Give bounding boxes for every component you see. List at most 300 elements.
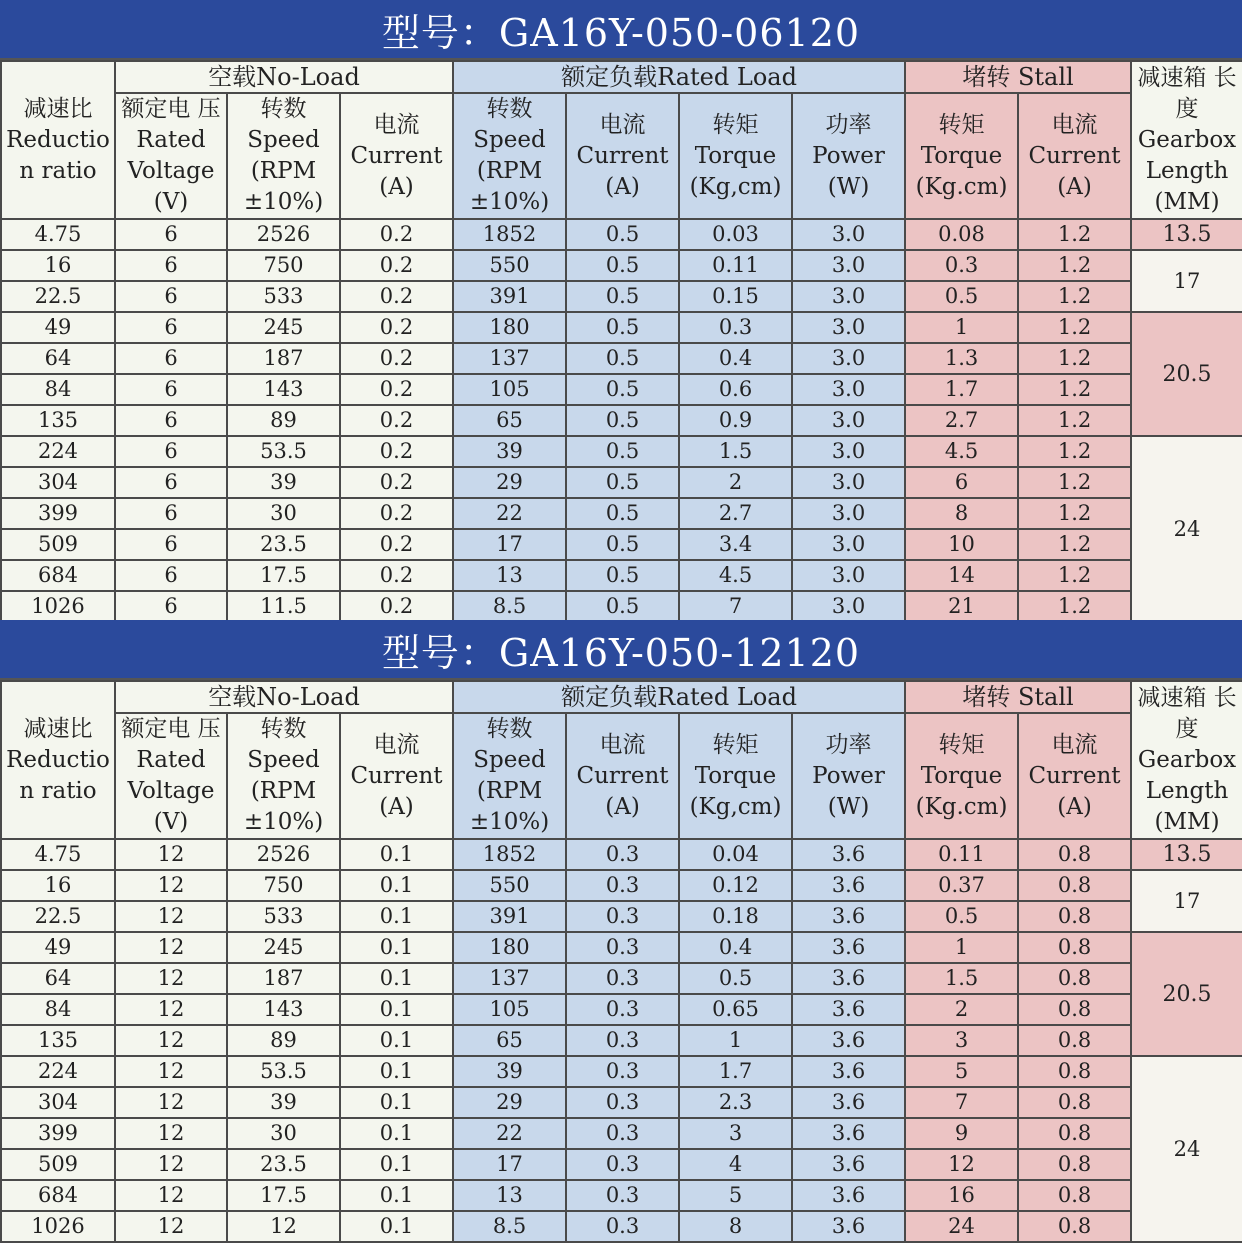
cell-rated-current: 0.5 [566, 374, 679, 405]
cell-gearbox-length: 24 [1131, 436, 1242, 622]
cell-rated-speed: 8.5 [453, 591, 566, 622]
cell-noload-current: 0.2 [340, 219, 453, 250]
cell-rated-power: 3.0 [792, 281, 905, 312]
model-title: 型号：GA16Y-050-06120 [0, 0, 1242, 60]
cell-noload-current: 0.1 [340, 1180, 453, 1211]
cell-voltage: 12 [115, 963, 227, 994]
cell-voltage: 6 [115, 281, 227, 312]
cell-ratio: 16 [1, 870, 115, 901]
cell-stall-current: 0.8 [1018, 1025, 1131, 1056]
cell-voltage: 12 [115, 1118, 227, 1149]
cell-stall-current: 0.8 [1018, 994, 1131, 1025]
cell-rated-speed: 105 [453, 374, 566, 405]
cell-noload-current: 0.2 [340, 498, 453, 529]
cell-stall-current: 1.2 [1018, 405, 1131, 436]
cell-stall-current: 0.8 [1018, 1149, 1131, 1180]
cell-rated-power: 3.0 [792, 498, 905, 529]
cell-rated-current: 0.5 [566, 529, 679, 560]
header-ratio: 减速比 Reductio n ratio [1, 61, 115, 219]
column-header-row [1, 93, 1242, 219]
cell-noload-current: 0.1 [340, 870, 453, 901]
table-row [1, 1211, 1242, 1242]
cell-voltage: 6 [115, 529, 227, 560]
cell-noload-current: 0.1 [340, 1025, 453, 1056]
header-voltage: 额定电 压Rated Voltage (V) [115, 93, 227, 219]
cell-rated-current: 0.3 [566, 1149, 679, 1180]
cell-rated-torque: 2 [679, 467, 792, 498]
cell-rated-speed: 391 [453, 901, 566, 932]
cell-rated-power: 3.0 [792, 374, 905, 405]
cell-noload-speed: 187 [227, 963, 340, 994]
group-no-load: 空载No-Load [115, 61, 453, 93]
cell-stall-current: 1.2 [1018, 312, 1131, 343]
cell-stall-torque: 1 [905, 932, 1018, 963]
model-title: 型号：GA16Y-050-12120 [0, 620, 1242, 680]
cell-rated-speed: 22 [453, 498, 566, 529]
table-row [1, 1087, 1242, 1118]
cell-stall-torque: 1.3 [905, 343, 1018, 374]
cell-rated-torque: 4.5 [679, 560, 792, 591]
cell-rated-power: 3.6 [792, 839, 905, 870]
cell-noload-current: 0.1 [340, 932, 453, 963]
cell-rated-speed: 137 [453, 963, 566, 994]
cell-rated-torque: 1.5 [679, 436, 792, 467]
spec-table [0, 680, 1242, 1243]
spec-table-block [0, 0, 1242, 620]
cell-ratio: 509 [1, 1149, 115, 1180]
cell-rated-speed: 13 [453, 560, 566, 591]
spec-table [0, 60, 1242, 623]
cell-noload-speed: 30 [227, 498, 340, 529]
cell-noload-speed: 143 [227, 374, 340, 405]
cell-stall-torque: 12 [905, 1149, 1018, 1180]
cell-noload-current: 0.2 [340, 591, 453, 622]
group-stall: 堵转 Stall [905, 61, 1131, 93]
cell-voltage: 6 [115, 250, 227, 281]
cell-stall-torque: 24 [905, 1211, 1018, 1242]
cell-voltage: 12 [115, 932, 227, 963]
cell-gearbox-length: 17 [1131, 250, 1242, 312]
cell-rated-speed: 17 [453, 1149, 566, 1180]
cell-rated-current: 0.5 [566, 250, 679, 281]
cell-noload-speed: 2526 [227, 219, 340, 250]
group-no-load: 空载No-Load [115, 681, 453, 713]
cell-rated-torque: 8 [679, 1211, 792, 1242]
cell-noload-speed: 39 [227, 467, 340, 498]
cell-ratio: 1026 [1, 1211, 115, 1242]
cell-rated-speed: 13 [453, 1180, 566, 1211]
cell-ratio: 64 [1, 343, 115, 374]
cell-voltage: 6 [115, 312, 227, 343]
cell-rated-current: 0.3 [566, 932, 679, 963]
cell-stall-torque: 0.08 [905, 219, 1018, 250]
cell-ratio: 224 [1, 1056, 115, 1087]
cell-rated-current: 0.3 [566, 963, 679, 994]
cell-stall-torque: 21 [905, 591, 1018, 622]
cell-voltage: 12 [115, 1211, 227, 1242]
cell-ratio: 22.5 [1, 281, 115, 312]
cell-noload-current: 0.2 [340, 281, 453, 312]
group-header-row [1, 61, 1242, 93]
cell-rated-current: 0.3 [566, 994, 679, 1025]
cell-ratio: 399 [1, 1118, 115, 1149]
cell-voltage: 6 [115, 498, 227, 529]
cell-stall-torque: 10 [905, 529, 1018, 560]
table-row [1, 1180, 1242, 1211]
cell-ratio: 4.75 [1, 219, 115, 250]
cell-noload-speed: 89 [227, 1025, 340, 1056]
cell-rated-torque: 0.04 [679, 839, 792, 870]
cell-voltage: 12 [115, 1056, 227, 1087]
header-noload-speed: 转数 Speed (RPM ±10%) [227, 713, 340, 839]
cell-stall-torque: 5 [905, 1056, 1018, 1087]
cell-noload-current: 0.1 [340, 839, 453, 870]
table-row [1, 529, 1242, 560]
cell-noload-current: 0.1 [340, 994, 453, 1025]
cell-rated-power: 3.0 [792, 219, 905, 250]
table-row [1, 312, 1242, 343]
header-stall-current: 电流 Current (A) [1018, 93, 1131, 219]
header-voltage: 额定电 压Rated Voltage (V) [115, 713, 227, 839]
cell-voltage: 12 [115, 901, 227, 932]
cell-rated-speed: 105 [453, 994, 566, 1025]
cell-stall-torque: 14 [905, 560, 1018, 591]
table-row [1, 901, 1242, 932]
header-rated-torque: 转矩 Torque (Kg,cm) [679, 713, 792, 839]
cell-rated-current: 0.5 [566, 343, 679, 374]
cell-stall-current: 1.2 [1018, 529, 1131, 560]
cell-stall-current: 0.8 [1018, 901, 1131, 932]
cell-rated-power: 3.6 [792, 963, 905, 994]
cell-noload-speed: 23.5 [227, 529, 340, 560]
header-rated-torque: 转矩 Torque (Kg,cm) [679, 93, 792, 219]
table-row [1, 436, 1242, 467]
cell-rated-torque: 5 [679, 1180, 792, 1211]
cell-voltage: 6 [115, 560, 227, 591]
cell-noload-current: 0.1 [340, 901, 453, 932]
cell-noload-speed: 53.5 [227, 1056, 340, 1087]
cell-stall-torque: 8 [905, 498, 1018, 529]
cell-voltage: 12 [115, 994, 227, 1025]
cell-ratio: 135 [1, 1025, 115, 1056]
cell-rated-speed: 39 [453, 436, 566, 467]
cell-stall-torque: 2.7 [905, 405, 1018, 436]
cell-stall-torque: 0.3 [905, 250, 1018, 281]
cell-rated-power: 3.6 [792, 901, 905, 932]
table-row [1, 405, 1242, 436]
cell-noload-speed: 187 [227, 343, 340, 374]
table-row [1, 343, 1242, 374]
cell-voltage: 6 [115, 436, 227, 467]
cell-noload-speed: 12 [227, 1211, 340, 1242]
cell-ratio: 399 [1, 498, 115, 529]
cell-rated-torque: 1.7 [679, 1056, 792, 1087]
header-rated-speed: 转数 Speed (RPM ±10%) [453, 713, 566, 839]
cell-noload-speed: 17.5 [227, 560, 340, 591]
cell-ratio: 16 [1, 250, 115, 281]
table-row [1, 219, 1242, 250]
cell-stall-current: 0.8 [1018, 839, 1131, 870]
cell-noload-current: 0.1 [340, 963, 453, 994]
column-header-row [1, 713, 1242, 839]
cell-rated-torque: 3 [679, 1118, 792, 1149]
cell-rated-current: 0.3 [566, 901, 679, 932]
header-noload-current: 电流 Current (A) [340, 93, 453, 219]
cell-rated-current: 0.3 [566, 1118, 679, 1149]
cell-rated-torque: 0.3 [679, 312, 792, 343]
cell-noload-current: 0.2 [340, 343, 453, 374]
cell-rated-current: 0.5 [566, 498, 679, 529]
cell-voltage: 12 [115, 1087, 227, 1118]
cell-noload-current: 0.2 [340, 250, 453, 281]
cell-ratio: 64 [1, 963, 115, 994]
cell-rated-torque: 0.11 [679, 250, 792, 281]
cell-noload-speed: 39 [227, 1087, 340, 1118]
cell-stall-current: 0.8 [1018, 1180, 1131, 1211]
spec-table-block [0, 620, 1242, 1240]
cell-rated-current: 0.5 [566, 219, 679, 250]
cell-rated-torque: 0.12 [679, 870, 792, 901]
cell-stall-torque: 4.5 [905, 436, 1018, 467]
cell-noload-speed: 750 [227, 870, 340, 901]
cell-ratio: 84 [1, 994, 115, 1025]
cell-noload-speed: 89 [227, 405, 340, 436]
cell-noload-current: 0.1 [340, 1087, 453, 1118]
cell-rated-speed: 180 [453, 932, 566, 963]
cell-rated-speed: 550 [453, 250, 566, 281]
cell-stall-torque: 1 [905, 312, 1018, 343]
group-header-row [1, 681, 1242, 713]
header-rated-current: 电流 Current (A) [566, 93, 679, 219]
cell-ratio: 4.75 [1, 839, 115, 870]
cell-stall-current: 0.8 [1018, 870, 1131, 901]
cell-noload-speed: 17.5 [227, 1180, 340, 1211]
cell-voltage: 6 [115, 343, 227, 374]
cell-noload-speed: 245 [227, 312, 340, 343]
cell-rated-torque: 4 [679, 1149, 792, 1180]
cell-rated-current: 0.5 [566, 312, 679, 343]
cell-rated-torque: 1 [679, 1025, 792, 1056]
cell-rated-current: 0.3 [566, 839, 679, 870]
cell-rated-torque: 0.5 [679, 963, 792, 994]
cell-ratio: 1026 [1, 591, 115, 622]
cell-rated-power: 3.6 [792, 870, 905, 901]
cell-rated-current: 0.5 [566, 405, 679, 436]
cell-noload-speed: 11.5 [227, 591, 340, 622]
cell-stall-current: 1.2 [1018, 250, 1131, 281]
cell-rated-power: 3.0 [792, 405, 905, 436]
cell-stall-current: 0.8 [1018, 932, 1131, 963]
cell-stall-current: 0.8 [1018, 1056, 1131, 1087]
cell-noload-speed: 23.5 [227, 1149, 340, 1180]
header-rated-power: 功率 Power (W) [792, 713, 905, 839]
header-stall-torque: 转矩 Torque (Kg.cm) [905, 93, 1018, 219]
cell-noload-current: 0.1 [340, 1149, 453, 1180]
cell-noload-current: 0.2 [340, 436, 453, 467]
cell-stall-torque: 6 [905, 467, 1018, 498]
table-row [1, 1056, 1242, 1087]
cell-rated-current: 0.5 [566, 560, 679, 591]
cell-noload-current: 0.2 [340, 467, 453, 498]
cell-rated-speed: 137 [453, 343, 566, 374]
cell-rated-speed: 550 [453, 870, 566, 901]
cell-stall-current: 0.8 [1018, 1118, 1131, 1149]
cell-rated-speed: 65 [453, 1025, 566, 1056]
table-row [1, 1025, 1242, 1056]
cell-stall-current: 1.2 [1018, 467, 1131, 498]
table-row [1, 1149, 1242, 1180]
cell-ratio: 49 [1, 932, 115, 963]
table-row [1, 1118, 1242, 1149]
cell-noload-current: 0.1 [340, 1211, 453, 1242]
cell-ratio: 135 [1, 405, 115, 436]
cell-voltage: 12 [115, 1149, 227, 1180]
cell-rated-current: 0.5 [566, 281, 679, 312]
cell-rated-power: 3.6 [792, 1087, 905, 1118]
header-noload-current: 电流 Current (A) [340, 713, 453, 839]
cell-rated-current: 0.5 [566, 436, 679, 467]
cell-ratio: 49 [1, 312, 115, 343]
cell-rated-speed: 1852 [453, 219, 566, 250]
cell-rated-power: 3.6 [792, 1149, 905, 1180]
cell-noload-speed: 533 [227, 281, 340, 312]
group-stall: 堵转 Stall [905, 681, 1131, 713]
table-row [1, 963, 1242, 994]
header-rated-speed: 转数 Speed (RPM ±10%) [453, 93, 566, 219]
cell-rated-power: 3.0 [792, 312, 905, 343]
cell-rated-power: 3.6 [792, 1211, 905, 1242]
cell-voltage: 6 [115, 591, 227, 622]
cell-noload-speed: 533 [227, 901, 340, 932]
table-row [1, 281, 1242, 312]
cell-rated-torque: 7 [679, 591, 792, 622]
cell-voltage: 12 [115, 1025, 227, 1056]
table-row [1, 994, 1242, 1025]
cell-rated-torque: 0.18 [679, 901, 792, 932]
cell-noload-current: 0.1 [340, 1056, 453, 1087]
cell-rated-power: 3.6 [792, 994, 905, 1025]
header-gearbox-length: 减速箱 长度 Gearbox Length (MM) [1131, 61, 1242, 219]
cell-rated-speed: 180 [453, 312, 566, 343]
cell-stall-current: 1.2 [1018, 436, 1131, 467]
table-row [1, 250, 1242, 281]
cell-rated-power: 3.0 [792, 343, 905, 374]
cell-rated-current: 0.3 [566, 1056, 679, 1087]
cell-rated-speed: 391 [453, 281, 566, 312]
cell-voltage: 6 [115, 219, 227, 250]
table-row [1, 560, 1242, 591]
cell-noload-speed: 143 [227, 994, 340, 1025]
table-row [1, 498, 1242, 529]
cell-ratio: 684 [1, 1180, 115, 1211]
cell-ratio: 509 [1, 529, 115, 560]
cell-voltage: 12 [115, 870, 227, 901]
table-row [1, 932, 1242, 963]
cell-rated-torque: 3.4 [679, 529, 792, 560]
cell-stall-torque: 0.37 [905, 870, 1018, 901]
cell-stall-torque: 0.5 [905, 901, 1018, 932]
cell-stall-current: 0.8 [1018, 963, 1131, 994]
cell-rated-speed: 29 [453, 1087, 566, 1118]
cell-noload-current: 0.2 [340, 312, 453, 343]
cell-gearbox-length: 20.5 [1131, 932, 1242, 1056]
cell-stall-current: 0.8 [1018, 1087, 1131, 1118]
cell-rated-torque: 0.4 [679, 932, 792, 963]
cell-noload-speed: 2526 [227, 839, 340, 870]
cell-stall-torque: 1.7 [905, 374, 1018, 405]
cell-noload-current: 0.1 [340, 1118, 453, 1149]
cell-rated-torque: 0.4 [679, 343, 792, 374]
header-rated-current: 电流 Current (A) [566, 713, 679, 839]
cell-ratio: 22.5 [1, 901, 115, 932]
cell-stall-current: 1.2 [1018, 219, 1131, 250]
cell-rated-speed: 39 [453, 1056, 566, 1087]
cell-stall-current: 1.2 [1018, 560, 1131, 591]
cell-voltage: 6 [115, 467, 227, 498]
cell-rated-power: 3.6 [792, 1056, 905, 1087]
cell-gearbox-length: 13.5 [1131, 219, 1242, 250]
cell-stall-torque: 9 [905, 1118, 1018, 1149]
cell-stall-torque: 0.5 [905, 281, 1018, 312]
cell-gearbox-length: 17 [1131, 870, 1242, 932]
cell-rated-torque: 0.65 [679, 994, 792, 1025]
table-row [1, 870, 1242, 901]
cell-stall-torque: 0.11 [905, 839, 1018, 870]
cell-rated-current: 0.3 [566, 1211, 679, 1242]
cell-stall-torque: 7 [905, 1087, 1018, 1118]
header-ratio: 减速比 Reductio n ratio [1, 681, 115, 839]
cell-stall-current: 1.2 [1018, 498, 1131, 529]
cell-rated-speed: 17 [453, 529, 566, 560]
cell-ratio: 224 [1, 436, 115, 467]
cell-rated-power: 3.0 [792, 560, 905, 591]
cell-rated-current: 0.3 [566, 870, 679, 901]
cell-stall-torque: 16 [905, 1180, 1018, 1211]
cell-rated-torque: 2.3 [679, 1087, 792, 1118]
cell-stall-torque: 1.5 [905, 963, 1018, 994]
cell-rated-power: 3.6 [792, 1180, 905, 1211]
header-gearbox-length: 减速箱 长度 Gearbox Length (MM) [1131, 681, 1242, 839]
cell-voltage: 12 [115, 1180, 227, 1211]
table-row [1, 839, 1242, 870]
cell-gearbox-length: 20.5 [1131, 312, 1242, 436]
cell-noload-speed: 30 [227, 1118, 340, 1149]
cell-ratio: 304 [1, 467, 115, 498]
cell-noload-current: 0.2 [340, 560, 453, 591]
group-rated-load: 额定负载Rated Load [453, 61, 905, 93]
group-rated-load: 额定负载Rated Load [453, 681, 905, 713]
cell-rated-power: 3.0 [792, 467, 905, 498]
table-row [1, 467, 1242, 498]
header-stall-torque: 转矩 Torque (Kg.cm) [905, 713, 1018, 839]
cell-rated-power: 3.0 [792, 529, 905, 560]
cell-gearbox-length: 13.5 [1131, 839, 1242, 870]
header-rated-power: 功率 Power (W) [792, 93, 905, 219]
cell-rated-current: 0.5 [566, 591, 679, 622]
cell-rated-speed: 65 [453, 405, 566, 436]
cell-rated-current: 0.5 [566, 467, 679, 498]
cell-noload-current: 0.2 [340, 405, 453, 436]
cell-rated-power: 3.0 [792, 436, 905, 467]
cell-voltage: 6 [115, 374, 227, 405]
cell-ratio: 304 [1, 1087, 115, 1118]
cell-rated-speed: 29 [453, 467, 566, 498]
cell-stall-current: 1.2 [1018, 281, 1131, 312]
cell-noload-current: 0.2 [340, 529, 453, 560]
cell-rated-torque: 0.15 [679, 281, 792, 312]
cell-stall-torque: 2 [905, 994, 1018, 1025]
cell-rated-torque: 2.7 [679, 498, 792, 529]
